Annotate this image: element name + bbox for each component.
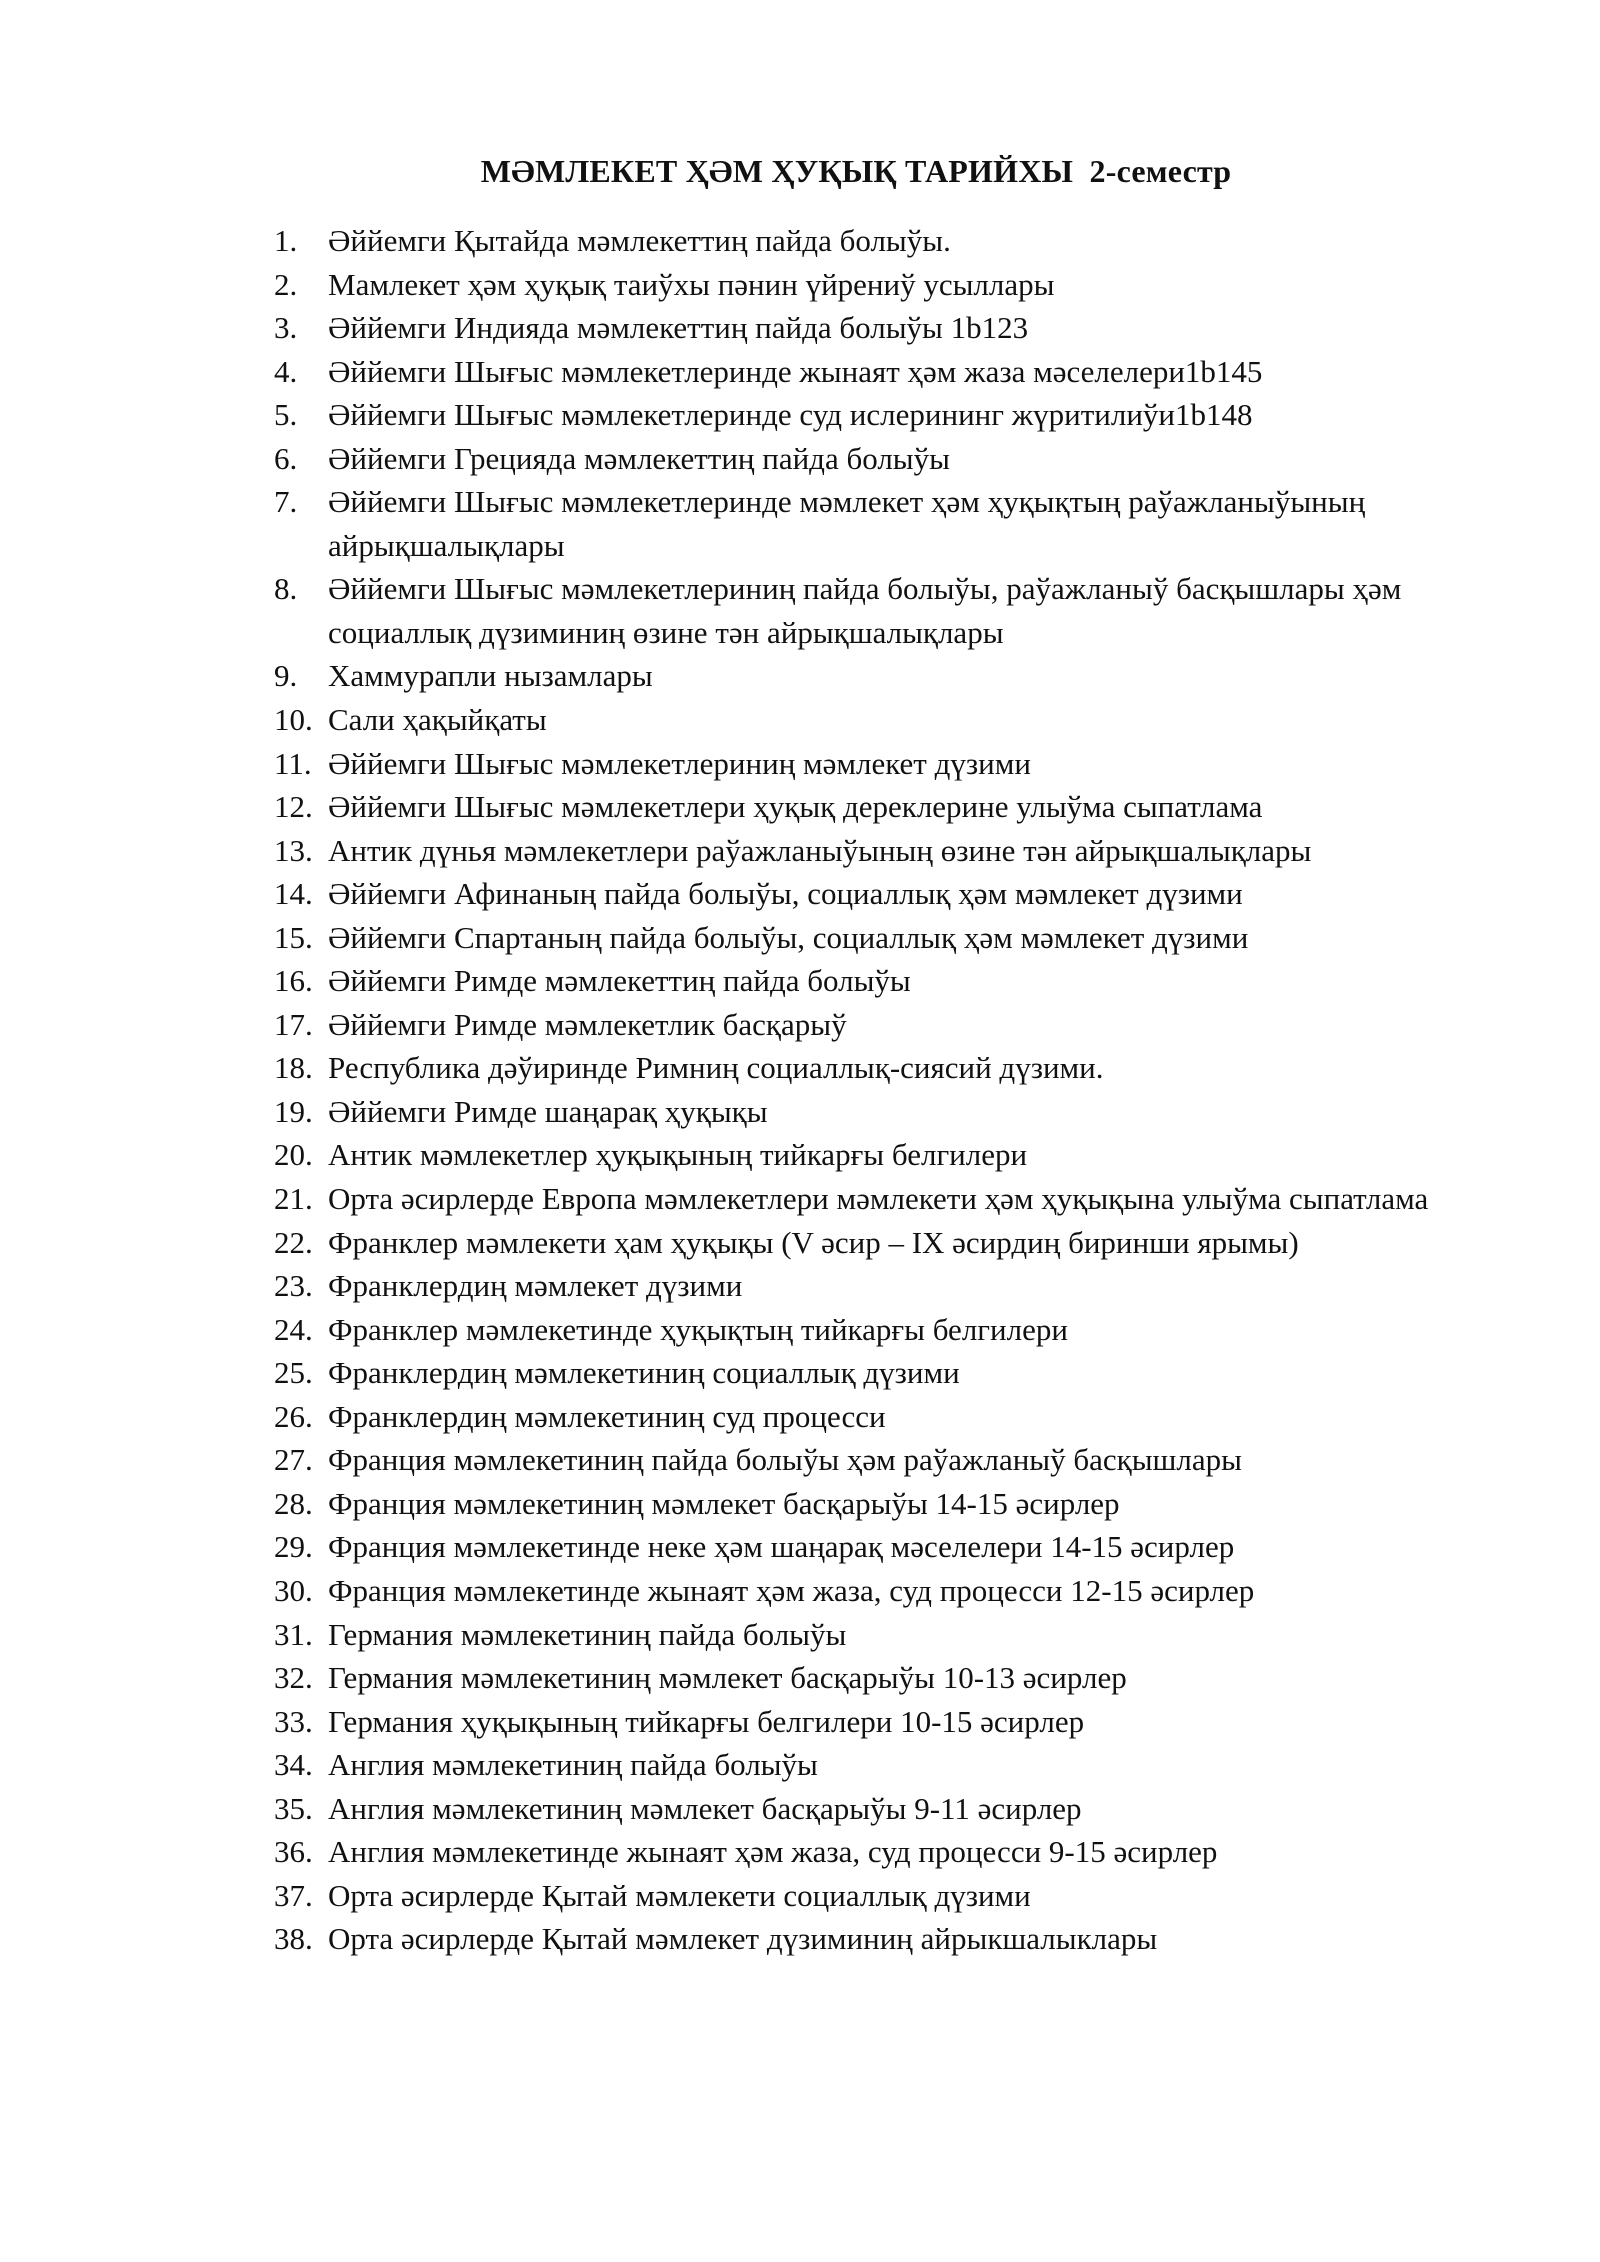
list-item [274, 698, 1494, 742]
list-item-text: Орта әсирлерде Қытай мәмлекети социаллық дүзими [328, 1877, 1031, 1913]
list-item-number: 38. [274, 1921, 313, 1957]
list-item [274, 1700, 1494, 1744]
list-item-number: 3. [274, 310, 298, 346]
list-item-text: Әййемги Римде мәмлекеттиң пайда болыўы [328, 963, 911, 999]
list-item-number: 30. [274, 1572, 313, 1608]
list-item-text: Франклер мәмлекети ҳам ҳуқықы (V әсир – IX әсирдиң биринши ярымы) [328, 1224, 1299, 1260]
list-item-text: Әййемги Грецияда мәмлекеттиң пайда болыўы [328, 440, 950, 476]
list-item [274, 350, 1494, 394]
list-item [274, 916, 1494, 960]
list-item-text: Мамлекет ҳәм ҳуқық таиўхы пәнин үйрениў усыллары [328, 266, 1055, 302]
list-item [274, 1133, 1494, 1177]
list-item-text: Франклердиң мәмлекет дүзими [328, 1268, 743, 1304]
list-item [274, 1482, 1494, 1526]
list-item-number: 11. [274, 745, 312, 781]
list-item [274, 437, 1494, 481]
list-item-number: 23. [274, 1268, 313, 1304]
topic-list [274, 219, 1494, 1961]
list-item-number: 32. [274, 1660, 313, 1696]
list-item-number: 22. [274, 1224, 313, 1260]
list-item-number: 37. [274, 1877, 313, 1913]
list-item-text: Хаммурапли нызамлары [328, 658, 653, 694]
list-item-number: 7. [274, 484, 298, 520]
list-item [274, 306, 1494, 350]
list-item [274, 872, 1494, 916]
document-title: МӘМЛЕКЕТ ҲӘМ ҲУҚЫҚ ТАРИЙХЫ 2-семестр [480, 153, 1232, 189]
list-item [274, 1656, 1494, 1700]
list-item-number: 12. [274, 789, 313, 825]
list-item-number: 10. [274, 702, 313, 738]
list-item [274, 1787, 1494, 1831]
list-item-number: 35. [274, 1790, 313, 1826]
list-item [274, 1830, 1494, 1874]
list-item-text: Орта әсирлерде Европа мәмлекетлери мәмлекети ҳәм ҳуқықына улыўма сыпатлама [328, 1181, 1429, 1217]
list-item-number: 9. [274, 658, 298, 694]
list-item-text: Англия мәмлекетиниң мәмлекет басқарыўы 9-11 әсирлер [328, 1790, 1082, 1826]
list-item-text: Франклер мәмлекетинде ҳуқықтың тийкарғы белгилери [328, 1311, 1068, 1347]
list-item-number: 28. [274, 1485, 313, 1521]
list-item-text: Әййемги Шығыс мәмлекетлериниң пайда болыўы, раўажланыў басқышлары ҳәм социаллық дүзиминиң өзине тән айрықшалықлары [328, 571, 1402, 650]
list-item-number: 16. [274, 963, 313, 999]
list-item-number: 14. [274, 876, 313, 912]
list-item [274, 1395, 1494, 1439]
list-item-text: Орта әсирлерде Қытай мәмлекет дүзиминиң айрыкшалыклары [328, 1921, 1158, 1957]
list-item [274, 1177, 1494, 1221]
list-item-number: 36. [274, 1834, 313, 1870]
list-item [274, 1003, 1494, 1047]
list-item [274, 742, 1494, 786]
list-item-text: Әййемги Римде шаңарақ ҳуқықы [328, 1093, 768, 1129]
list-item-text: Германия ҳуқықының тийкарғы белгилери 10-15 әсирлер [328, 1703, 1085, 1739]
list-item [274, 1308, 1494, 1352]
list-item [274, 1743, 1494, 1787]
list-item [274, 393, 1494, 437]
list-item-number: 33. [274, 1703, 313, 1739]
list-item-text: Антик мәмлекетлер ҳуқықының тийкарғы белгилери [328, 1137, 1028, 1173]
list-item-number: 17. [274, 1006, 313, 1042]
list-item-text: Франклердиң мәмлекетиниң социаллық дүзими [328, 1355, 960, 1391]
list-item [274, 1221, 1494, 1265]
list-item-number: 29. [274, 1529, 313, 1565]
list-item-text: Әййемги Шығыс мәмлекетлери ҳуқық дереклерине улыўма сыпатлама [328, 789, 1263, 825]
list-item-number: 18. [274, 1050, 313, 1086]
list-item-number: 8. [274, 571, 298, 607]
list-item [274, 1046, 1494, 1090]
list-item-text: Сали ҳақыйқаты [328, 702, 547, 738]
list-item-text: Франклердиң мәмлекетиниң суд процесси [328, 1398, 886, 1434]
list-item [274, 1090, 1494, 1134]
list-item [274, 1874, 1494, 1918]
list-item-number: 27. [274, 1442, 313, 1478]
list-item-number: 21. [274, 1181, 313, 1217]
list-item-text: Әййемги Шығыс мәмлекетлериниң мәмлекет дүзими [328, 745, 1031, 781]
list-item [274, 1264, 1494, 1308]
list-item-number: 1. [274, 223, 298, 258]
list-item [274, 567, 1494, 654]
list-item-text: Франция мәмлекетинде неке ҳәм шаңарақ мәселелери 14-15 әсирлер [328, 1529, 1235, 1565]
list-item-number: 24. [274, 1311, 313, 1347]
list-item [274, 1438, 1494, 1482]
list-item-text: Франция мәмлекетиниң мәмлекет басқарыўы 14-15 әсирлер [328, 1485, 1120, 1521]
list-item-number: 19. [274, 1093, 313, 1129]
list-item-text: Әййемги Шығыс мәмлекетлеринде жынаят ҳәм жаза мәселелери1b145 [328, 353, 1263, 389]
list-item-number: 5. [274, 397, 298, 433]
list-item-number: 2. [274, 266, 298, 302]
list-item-text: Әййемги Афинаның пайда болыўы, социаллық ҳәм мәмлекет дүзими [328, 876, 1243, 912]
list-item [274, 1351, 1494, 1395]
list-item [274, 1917, 1494, 1961]
list-item [274, 785, 1494, 829]
list-item-number: 34. [274, 1747, 313, 1783]
list-item [274, 1525, 1494, 1569]
list-item-text: Франция мәмлекетиниң пайда болыўы ҳәм раўажланыў басқышлары [328, 1442, 1242, 1478]
list-item [274, 1569, 1494, 1613]
list-item-number: 15. [274, 919, 313, 955]
list-item [274, 263, 1494, 307]
list-item-text: Әййемги Шығыс мәмлекетлеринде суд ислерининг жүритилиўи1b148 [328, 397, 1253, 433]
list-item [274, 219, 1494, 263]
list-item-number: 13. [274, 832, 313, 868]
list-item-number: 4. [274, 353, 298, 389]
list-item [274, 829, 1494, 873]
list-item-text: Әййемги Римде мәмлекетлик басқарыў [328, 1006, 847, 1042]
list-item-number: 25. [274, 1355, 313, 1391]
list-item-text: Әййемги Қытайда мәмлекеттиң пайда болыўы. [328, 223, 951, 258]
list-item-number: 20. [274, 1137, 313, 1173]
list-item-text: Англия мәмлекетинде жынаят ҳәм жаза, суд процесси 9-15 әсирлер [328, 1834, 1218, 1870]
list-item [274, 1613, 1494, 1657]
list-item-number: 31. [274, 1616, 313, 1652]
list-item-text: Германия мәмлекетиниң мәмлекет басқарыўы 10-13 әсирлер [328, 1660, 1127, 1696]
list-item [274, 480, 1494, 567]
list-item-number: 26. [274, 1398, 313, 1434]
list-item-text: Республика дәўиринде Римниң социаллық-сиясий дүзими. [328, 1050, 1104, 1086]
list-item [274, 654, 1494, 698]
list-item-text: Франция мәмлекетинде жынаят ҳәм жаза, суд процесси 12-15 әсирлер [328, 1572, 1255, 1608]
list-item-text: Әййемги Спартаның пайда болыўы, социаллық ҳәм мәмлекет дүзими [328, 919, 1249, 955]
list-item-text: Германия мәмлекетиниң пайда болыўы [328, 1616, 847, 1652]
list-item-text: Әййемги Шығыс мәмлекетлеринде мәмлекет ҳәм ҳуқықтың раўажланыўының айрықшалықлары [328, 484, 1366, 563]
list-item-text: Англия мәмлекетиниң пайда болыўы [328, 1747, 818, 1783]
list-item-number: 6. [274, 440, 298, 476]
list-item-text: Антик дүнья мәмлекетлери раўажланыўының өзине тән айрықшалықлары [328, 832, 1312, 868]
list-item-text: Әййемги Индияда мәмлекеттиң пайда болыўы 1b123 [328, 310, 1029, 346]
list-item [274, 959, 1494, 1003]
